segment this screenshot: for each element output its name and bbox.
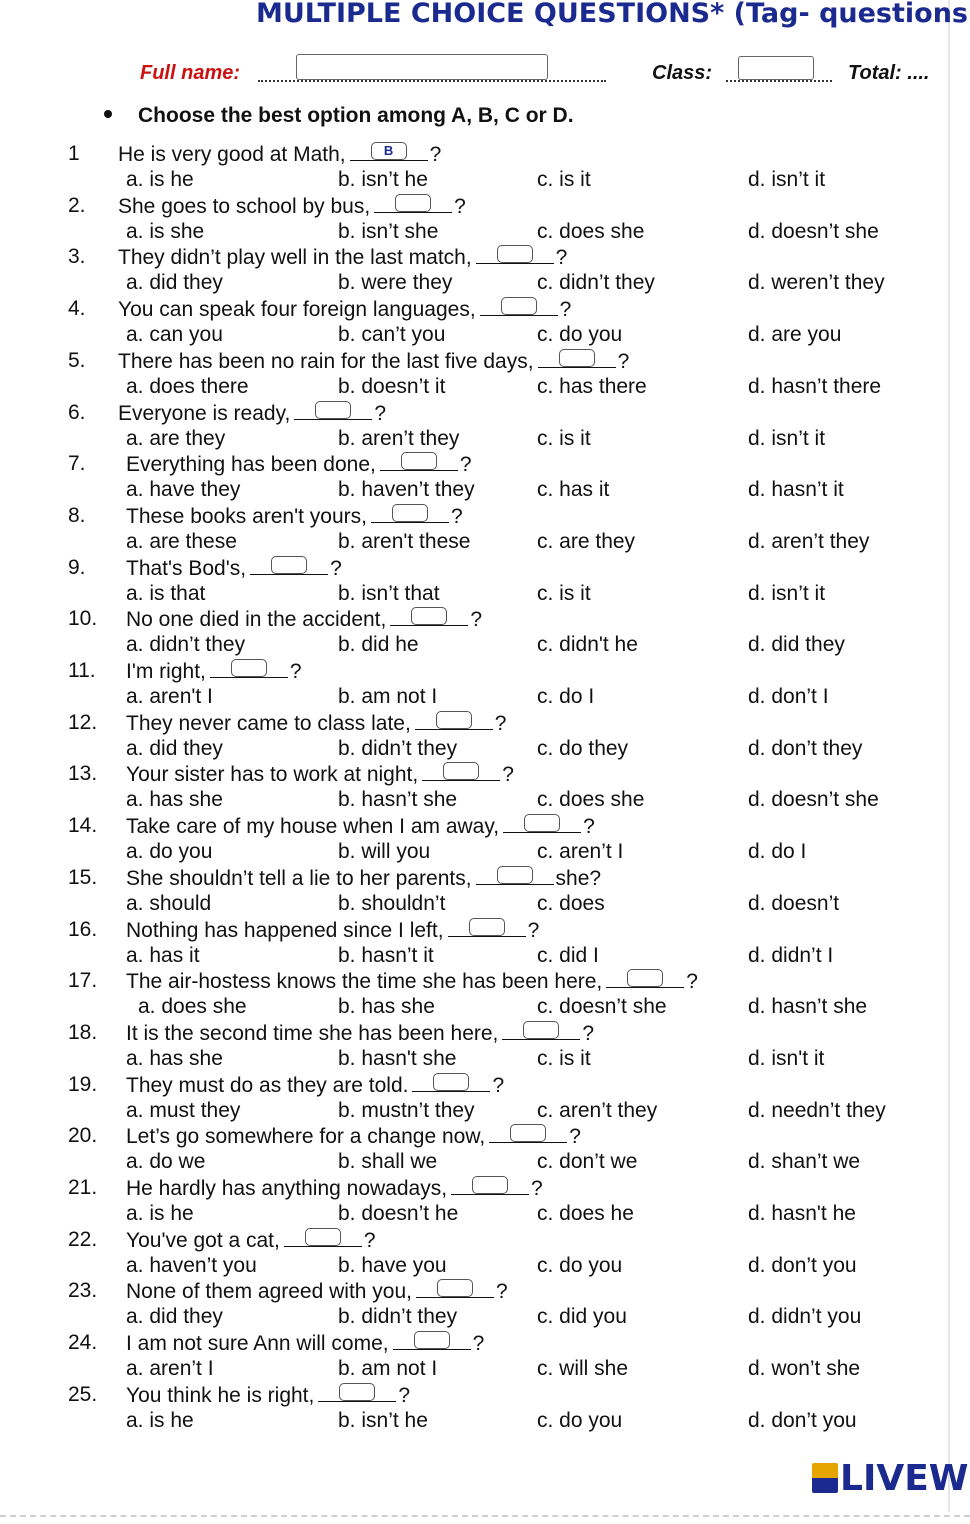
- question-tail: ?: [470, 608, 483, 632]
- question-tail: ?: [555, 246, 568, 270]
- option-d[interactable]: d. won’t she: [748, 1357, 861, 1381]
- answer-blank: [480, 297, 558, 316]
- question-text: [126, 452, 472, 477]
- question-number: 22.: [68, 1227, 98, 1251]
- question-item: [0, 607, 948, 659]
- answer-input[interactable]: [414, 1331, 450, 1349]
- option-c[interactable]: c. is it: [537, 426, 591, 450]
- question-item: [0, 194, 948, 246]
- option-a[interactable]: a. should: [126, 891, 212, 915]
- option-a[interactable]: a. has she: [126, 788, 223, 812]
- question-tail: ?: [583, 815, 595, 839]
- option-b[interactable]: b. am not I: [338, 1357, 438, 1381]
- option-d[interactable]: d. isn’t it: [748, 426, 826, 450]
- question-text: [126, 1331, 484, 1356]
- question-item: [0, 556, 948, 608]
- question-item: [0, 1073, 948, 1125]
- option-c[interactable]: c. aren’t I: [537, 840, 624, 864]
- option-b[interactable]: b. aren’t they: [338, 426, 460, 450]
- question-item: [0, 401, 948, 453]
- question-text: [126, 556, 342, 581]
- option-c[interactable]: c. is it: [537, 1046, 591, 1070]
- answer-input[interactable]: [443, 762, 479, 780]
- question-number: 20.: [68, 1124, 98, 1148]
- answer-input[interactable]: [231, 659, 267, 677]
- bullet-icon: [104, 110, 112, 118]
- full-name-label: Full name:: [140, 62, 241, 84]
- question-number: 11.: [68, 659, 96, 682]
- option-a[interactable]: a. didn’t they: [126, 633, 246, 657]
- option-a[interactable]: a. do you: [126, 840, 213, 864]
- question-number: 4.: [68, 297, 86, 321]
- question-tail: ?: [492, 1073, 505, 1097]
- option-b[interactable]: b. shall we: [338, 1150, 438, 1174]
- question-number: 10.: [68, 607, 98, 631]
- option-d[interactable]: d. didn’t I: [748, 943, 834, 967]
- question-stem: None of them agreed with you,: [126, 1280, 413, 1304]
- option-d[interactable]: d. isn’t it: [748, 581, 826, 605]
- question-text: [118, 142, 441, 167]
- instruction: Choose the best option among A, B, C or D.: [104, 104, 574, 128]
- option-b[interactable]: b. doesn’t he: [338, 1202, 459, 1225]
- question-tail: ?: [454, 194, 466, 218]
- question-text: [118, 401, 386, 426]
- option-d[interactable]: d. hasn't he: [748, 1202, 856, 1225]
- question-number: 24.: [68, 1331, 98, 1355]
- option-d[interactable]: d. isn't it: [748, 1046, 825, 1070]
- question-item: [0, 504, 948, 556]
- question-text: [118, 297, 571, 322]
- option-b[interactable]: b. isn’t she: [338, 219, 439, 243]
- answer-input[interactable]: [523, 1021, 559, 1039]
- question-number: 15.: [68, 865, 98, 889]
- question-stem: She goes to school by bus,: [118, 194, 371, 218]
- question-item: [0, 969, 948, 1021]
- question-item: [0, 1383, 948, 1435]
- question-item: [0, 1331, 948, 1383]
- question-number: 21.: [68, 1176, 98, 1199]
- option-a[interactable]: a. aren’t I: [126, 1357, 214, 1381]
- option-a[interactable]: a. haven’t you: [126, 1253, 257, 1277]
- question-item: [0, 1021, 948, 1073]
- answer-input[interactable]: [433, 1073, 469, 1091]
- option-b[interactable]: b. shouldn’t: [338, 891, 446, 915]
- question-stem: They must do as they are told.: [126, 1073, 409, 1097]
- question-stem: That's Bod's,: [126, 556, 247, 580]
- option-d[interactable]: d. are you: [748, 323, 842, 347]
- question-stem: Nothing has happened since I left,: [126, 918, 444, 942]
- question-number: 16.: [68, 917, 98, 941]
- answer-input[interactable]: [339, 1383, 375, 1401]
- question-text: [126, 969, 698, 994]
- answer-input[interactable]: [411, 607, 447, 625]
- full-name-input[interactable]: [296, 54, 548, 80]
- question-stem: Everyone is ready,: [118, 401, 291, 425]
- question-item: [0, 142, 948, 194]
- answer-input[interactable]: [524, 814, 560, 832]
- question-text: [126, 1383, 410, 1408]
- question-number: 1: [68, 142, 80, 165]
- answer-blank: [416, 1279, 494, 1298]
- option-c[interactable]: c. do I: [537, 685, 595, 708]
- option-d[interactable]: d. don’t I: [748, 685, 829, 708]
- answer-blank: [350, 142, 428, 161]
- question-text: [126, 1279, 508, 1304]
- option-a[interactable]: a. has she: [126, 1046, 223, 1070]
- option-d[interactable]: d. hasn’t there: [748, 374, 882, 398]
- question-number: 5.: [68, 348, 86, 372]
- question-text: [126, 1021, 594, 1046]
- answer-blank: [451, 1176, 529, 1195]
- answer-blank: [415, 711, 493, 730]
- option-c[interactable]: c. do you: [537, 323, 623, 347]
- option-c[interactable]: c. is it: [537, 168, 591, 191]
- answer-blank: [489, 1124, 567, 1143]
- question-tail: ?: [330, 556, 342, 580]
- question-tail: ?: [502, 763, 514, 787]
- option-c[interactable]: c. has it: [537, 478, 610, 502]
- option-c[interactable]: c. did I: [537, 943, 599, 967]
- question-text: [118, 349, 629, 374]
- option-d[interactable]: d. hasn’t it: [748, 478, 844, 502]
- question-text: [126, 866, 601, 891]
- question-text: [126, 659, 302, 684]
- question-text: [126, 762, 514, 787]
- question-number: 2.: [68, 193, 86, 217]
- question-tail: ?: [398, 1383, 411, 1407]
- answer-input[interactable]: [497, 866, 533, 884]
- answer-input[interactable]: [271, 556, 307, 574]
- question-stem: I am not sure Ann will come,: [126, 1332, 389, 1356]
- question-text: [126, 918, 539, 943]
- question-item: [0, 814, 948, 866]
- option-d[interactable]: d. did they: [748, 633, 845, 657]
- question-item: [0, 762, 948, 814]
- option-a[interactable]: a. is she: [126, 219, 205, 243]
- option-b[interactable]: b. can’t you: [338, 323, 446, 347]
- question-item: [0, 711, 948, 763]
- option-a[interactable]: a. did they: [126, 271, 223, 295]
- question-stem: They didn’t play well in the last match,: [118, 246, 472, 270]
- option-d[interactable]: d. didn’t you: [748, 1305, 862, 1329]
- question-text: [126, 1176, 543, 1201]
- option-b[interactable]: b. didn’t they: [338, 1305, 458, 1329]
- question-stem: They never came to class late,: [126, 711, 411, 735]
- question-item: [0, 918, 948, 970]
- question-item: [0, 1176, 948, 1228]
- full-name-dotted-line: [258, 80, 606, 82]
- question-stem: There has been no rain for the last five days,: [118, 349, 534, 373]
- question-tail: ?: [531, 1177, 543, 1200]
- answer-input[interactable]: [510, 1124, 546, 1142]
- answer-blank: [393, 1331, 471, 1350]
- option-a[interactable]: a. are these: [126, 529, 237, 553]
- student-info-row: [0, 58, 948, 94]
- option-d[interactable]: d. needn’t they: [748, 1098, 886, 1122]
- question-tail: ?: [374, 401, 387, 425]
- question-number: 25.: [68, 1382, 98, 1406]
- option-a[interactable]: a. is that: [126, 581, 206, 605]
- option-a[interactable]: a. is he: [126, 1202, 194, 1225]
- question-number: 23.: [68, 1279, 98, 1303]
- option-b[interactable]: b. isn’t that: [338, 581, 440, 605]
- question-stem: Your sister has to work at night,: [126, 763, 419, 787]
- answer-blank: [374, 194, 452, 213]
- option-b[interactable]: b. has she: [338, 995, 435, 1019]
- option-b[interactable]: b. haven’t they: [338, 478, 475, 502]
- option-b[interactable]: b. hasn't she: [338, 1046, 457, 1070]
- answer-blank: [318, 1383, 396, 1402]
- option-b[interactable]: b. doesn’t it: [338, 374, 446, 398]
- question-text: [126, 711, 506, 736]
- option-b[interactable]: b. have you: [338, 1253, 447, 1277]
- question-text: [126, 504, 463, 529]
- question-stem: I'm right,: [126, 660, 206, 683]
- option-b[interactable]: b. am not I: [338, 685, 438, 708]
- question-stem: You've got a cat,: [126, 1228, 280, 1252]
- option-b[interactable]: b. did he: [338, 633, 419, 657]
- option-b[interactable]: b. didn’t they: [338, 736, 458, 760]
- question-stem: He hardly has anything nowadays,: [126, 1177, 448, 1200]
- page-title: MULTIPLE CHOICE QUESTIONS* (Tag- questions: [256, 0, 969, 29]
- option-a[interactable]: a. did they: [126, 736, 223, 760]
- question-number: 17.: [68, 969, 98, 993]
- logo-mark-icon: [812, 1463, 838, 1493]
- option-c[interactable]: c. does she: [537, 219, 645, 243]
- option-a[interactable]: a. is he: [126, 168, 194, 191]
- answer-blank: [294, 401, 372, 420]
- answer-input[interactable]: [501, 297, 537, 315]
- option-c[interactable]: c. are they: [537, 529, 636, 553]
- question-tail: ?: [496, 1280, 508, 1304]
- option-d[interactable]: d. aren’t they: [748, 529, 870, 553]
- question-tail: ?: [289, 660, 302, 683]
- question-stem: Everything has been done,: [126, 453, 376, 477]
- question-tail: ?: [472, 1332, 485, 1356]
- option-a[interactable]: a. can you: [126, 323, 223, 347]
- option-a[interactable]: a. does she: [138, 995, 247, 1019]
- class-label: Class:: [652, 62, 713, 84]
- option-b[interactable]: b. isn’t he: [338, 1408, 428, 1432]
- question-tail: ?: [617, 349, 630, 373]
- option-c[interactable]: c. does she: [537, 788, 645, 812]
- option-c[interactable]: c. don’t we: [537, 1150, 638, 1174]
- option-b[interactable]: b. hasn’t she: [338, 788, 458, 812]
- question-tail: ?: [559, 298, 572, 322]
- answer-input[interactable]: [559, 349, 595, 367]
- question-item: [0, 866, 948, 918]
- option-c[interactable]: c. do you: [537, 1408, 623, 1432]
- option-b[interactable]: b. will you: [338, 840, 431, 864]
- question-tail: she?: [555, 866, 602, 890]
- question-item: [0, 1279, 948, 1331]
- answer-blank: [476, 866, 554, 885]
- option-d[interactable]: d. doesn’t she: [748, 788, 879, 812]
- option-a[interactable]: a. aren't I: [126, 685, 213, 708]
- option-c[interactable]: c. does he: [537, 1202, 634, 1225]
- option-a[interactable]: a. must they: [126, 1098, 241, 1122]
- answer-blank: [606, 969, 684, 988]
- question-tail: ?: [450, 504, 463, 528]
- question-number: 7.: [68, 452, 86, 476]
- option-d[interactable]: d. don’t you: [748, 1408, 857, 1432]
- question-text: [118, 245, 567, 270]
- option-c[interactable]: c. didn't he: [537, 633, 638, 657]
- livew-logo: LIVEW: [812, 1458, 969, 1499]
- question-item: [0, 659, 948, 711]
- option-c[interactable]: c. aren’t they: [537, 1098, 658, 1122]
- question-tail: ?: [429, 143, 442, 166]
- question-number: 13.: [68, 762, 98, 786]
- class-dotted-line: [726, 80, 832, 82]
- option-a[interactable]: a. does there: [126, 374, 249, 398]
- answer-input[interactable]: [436, 711, 472, 729]
- option-d[interactable]: d. doesn’t she: [748, 219, 879, 243]
- question-text: [126, 607, 482, 632]
- question-tail: ?: [363, 1228, 376, 1252]
- question-item: [0, 349, 948, 401]
- question-text: [118, 194, 466, 219]
- question-stem: No one died in the accident,: [126, 608, 387, 632]
- question-tail: ?: [569, 1125, 581, 1149]
- question-number: 8.: [68, 503, 86, 527]
- answer-blank: [390, 607, 468, 626]
- answer-input[interactable]: [401, 452, 437, 470]
- question-item: [0, 1124, 948, 1176]
- option-c[interactable]: c. is it: [537, 581, 591, 605]
- question-tail: ?: [494, 711, 507, 735]
- answer-blank: [250, 556, 328, 575]
- answer-input[interactable]: [497, 245, 533, 263]
- question-stem: She shouldn’t tell a lie to her parents,: [126, 866, 472, 890]
- option-c[interactable]: c. didn’t they: [537, 271, 655, 295]
- question-tail: ?: [527, 918, 540, 942]
- page-edge: [948, 0, 950, 1512]
- question-number: 3.: [68, 245, 86, 269]
- option-c[interactable]: c. did you: [537, 1305, 627, 1329]
- answer-input[interactable]: [395, 194, 431, 212]
- option-c[interactable]: c. do you: [537, 1253, 623, 1277]
- question-item: [0, 245, 948, 297]
- answer-input[interactable]: [472, 1176, 508, 1194]
- option-d[interactable]: d. shan’t we: [748, 1150, 861, 1174]
- page-divider: [0, 1515, 970, 1517]
- answer-input[interactable]: [305, 1228, 341, 1246]
- question-number: 6.: [68, 400, 86, 424]
- answer-blank: [448, 918, 526, 937]
- option-b[interactable]: b. mustn’t they: [338, 1098, 475, 1122]
- question-tail: ?: [459, 453, 472, 477]
- answer-blank: [284, 1228, 362, 1247]
- answer-blank: [422, 762, 500, 781]
- option-c[interactable]: c. will she: [537, 1357, 629, 1381]
- option-c[interactable]: c. does: [537, 891, 605, 915]
- option-d[interactable]: d. do I: [748, 840, 807, 864]
- question-stem: Let’s go somewhere for a change now,: [126, 1125, 486, 1149]
- question-text: [126, 1228, 376, 1253]
- question-stem: It is the second time she has been here,: [126, 1021, 499, 1045]
- question-number: 12.: [68, 710, 98, 734]
- option-a[interactable]: a. have they: [126, 478, 241, 502]
- option-b[interactable]: b. were they: [338, 271, 453, 295]
- total-label: Total: ....: [848, 62, 930, 84]
- question-stem: The air-hostess knows the time she has been here,: [126, 970, 603, 994]
- answer-blank: [380, 452, 458, 471]
- answer-input[interactable]: [627, 969, 663, 987]
- option-a[interactable]: a. has it: [126, 943, 200, 967]
- option-d[interactable]: d. don’t they: [748, 736, 863, 760]
- option-d[interactable]: d. isn’t it: [748, 168, 826, 191]
- question-tail: ?: [582, 1021, 595, 1045]
- option-c[interactable]: c. do they: [537, 736, 629, 760]
- answer-blank: [538, 349, 616, 368]
- question-stem: You can speak four foreign languages,: [118, 298, 476, 322]
- answer-input[interactable]: [469, 918, 505, 936]
- option-d[interactable]: d. hasn’t she: [748, 995, 868, 1019]
- question-number: 14.: [68, 814, 98, 838]
- question-text: [126, 814, 595, 839]
- option-b[interactable]: b. aren't these: [338, 529, 471, 553]
- option-d[interactable]: d. doesn’t: [748, 891, 840, 915]
- answer-blank: [412, 1073, 490, 1092]
- option-a[interactable]: a. do we: [126, 1150, 206, 1174]
- option-d[interactable]: d. weren’t they: [748, 271, 885, 295]
- answer-input[interactable]: [315, 401, 351, 419]
- answer-input[interactable]: B: [371, 142, 407, 160]
- option-d[interactable]: d. don’t you: [748, 1253, 857, 1277]
- question-text: [126, 1124, 581, 1149]
- class-input[interactable]: [738, 56, 814, 80]
- option-a[interactable]: a. is he: [126, 1408, 194, 1432]
- option-b[interactable]: b. isn’t he: [338, 168, 428, 191]
- question-stem: He is very good at Math,: [118, 143, 346, 166]
- answer-input[interactable]: [392, 504, 428, 522]
- question-item: [0, 297, 948, 349]
- option-b[interactable]: b. hasn’t it: [338, 943, 434, 967]
- question-stem: These books aren't yours,: [126, 504, 367, 528]
- answer-blank: [210, 659, 288, 678]
- option-a[interactable]: a. are they: [126, 426, 226, 450]
- answer-input[interactable]: [437, 1279, 473, 1297]
- question-stem: Take care of my house when I am away,: [126, 815, 500, 839]
- option-c[interactable]: c. doesn’t she: [537, 995, 667, 1019]
- answer-blank: [371, 504, 449, 523]
- answer-blank: [502, 1021, 580, 1040]
- question-number: 19.: [68, 1072, 98, 1096]
- question-stem: You think he is right,: [126, 1383, 315, 1407]
- question-item: [0, 452, 948, 504]
- question-number: 9.: [68, 555, 86, 579]
- question-item: [0, 1228, 948, 1280]
- question-number: 18.: [68, 1020, 98, 1044]
- option-c[interactable]: c. has there: [537, 374, 647, 398]
- question-text: [126, 1073, 504, 1098]
- question-tail: ?: [686, 970, 698, 994]
- option-a[interactable]: a. did they: [126, 1305, 223, 1329]
- answer-blank: [503, 814, 581, 833]
- answer-blank: [476, 245, 554, 264]
